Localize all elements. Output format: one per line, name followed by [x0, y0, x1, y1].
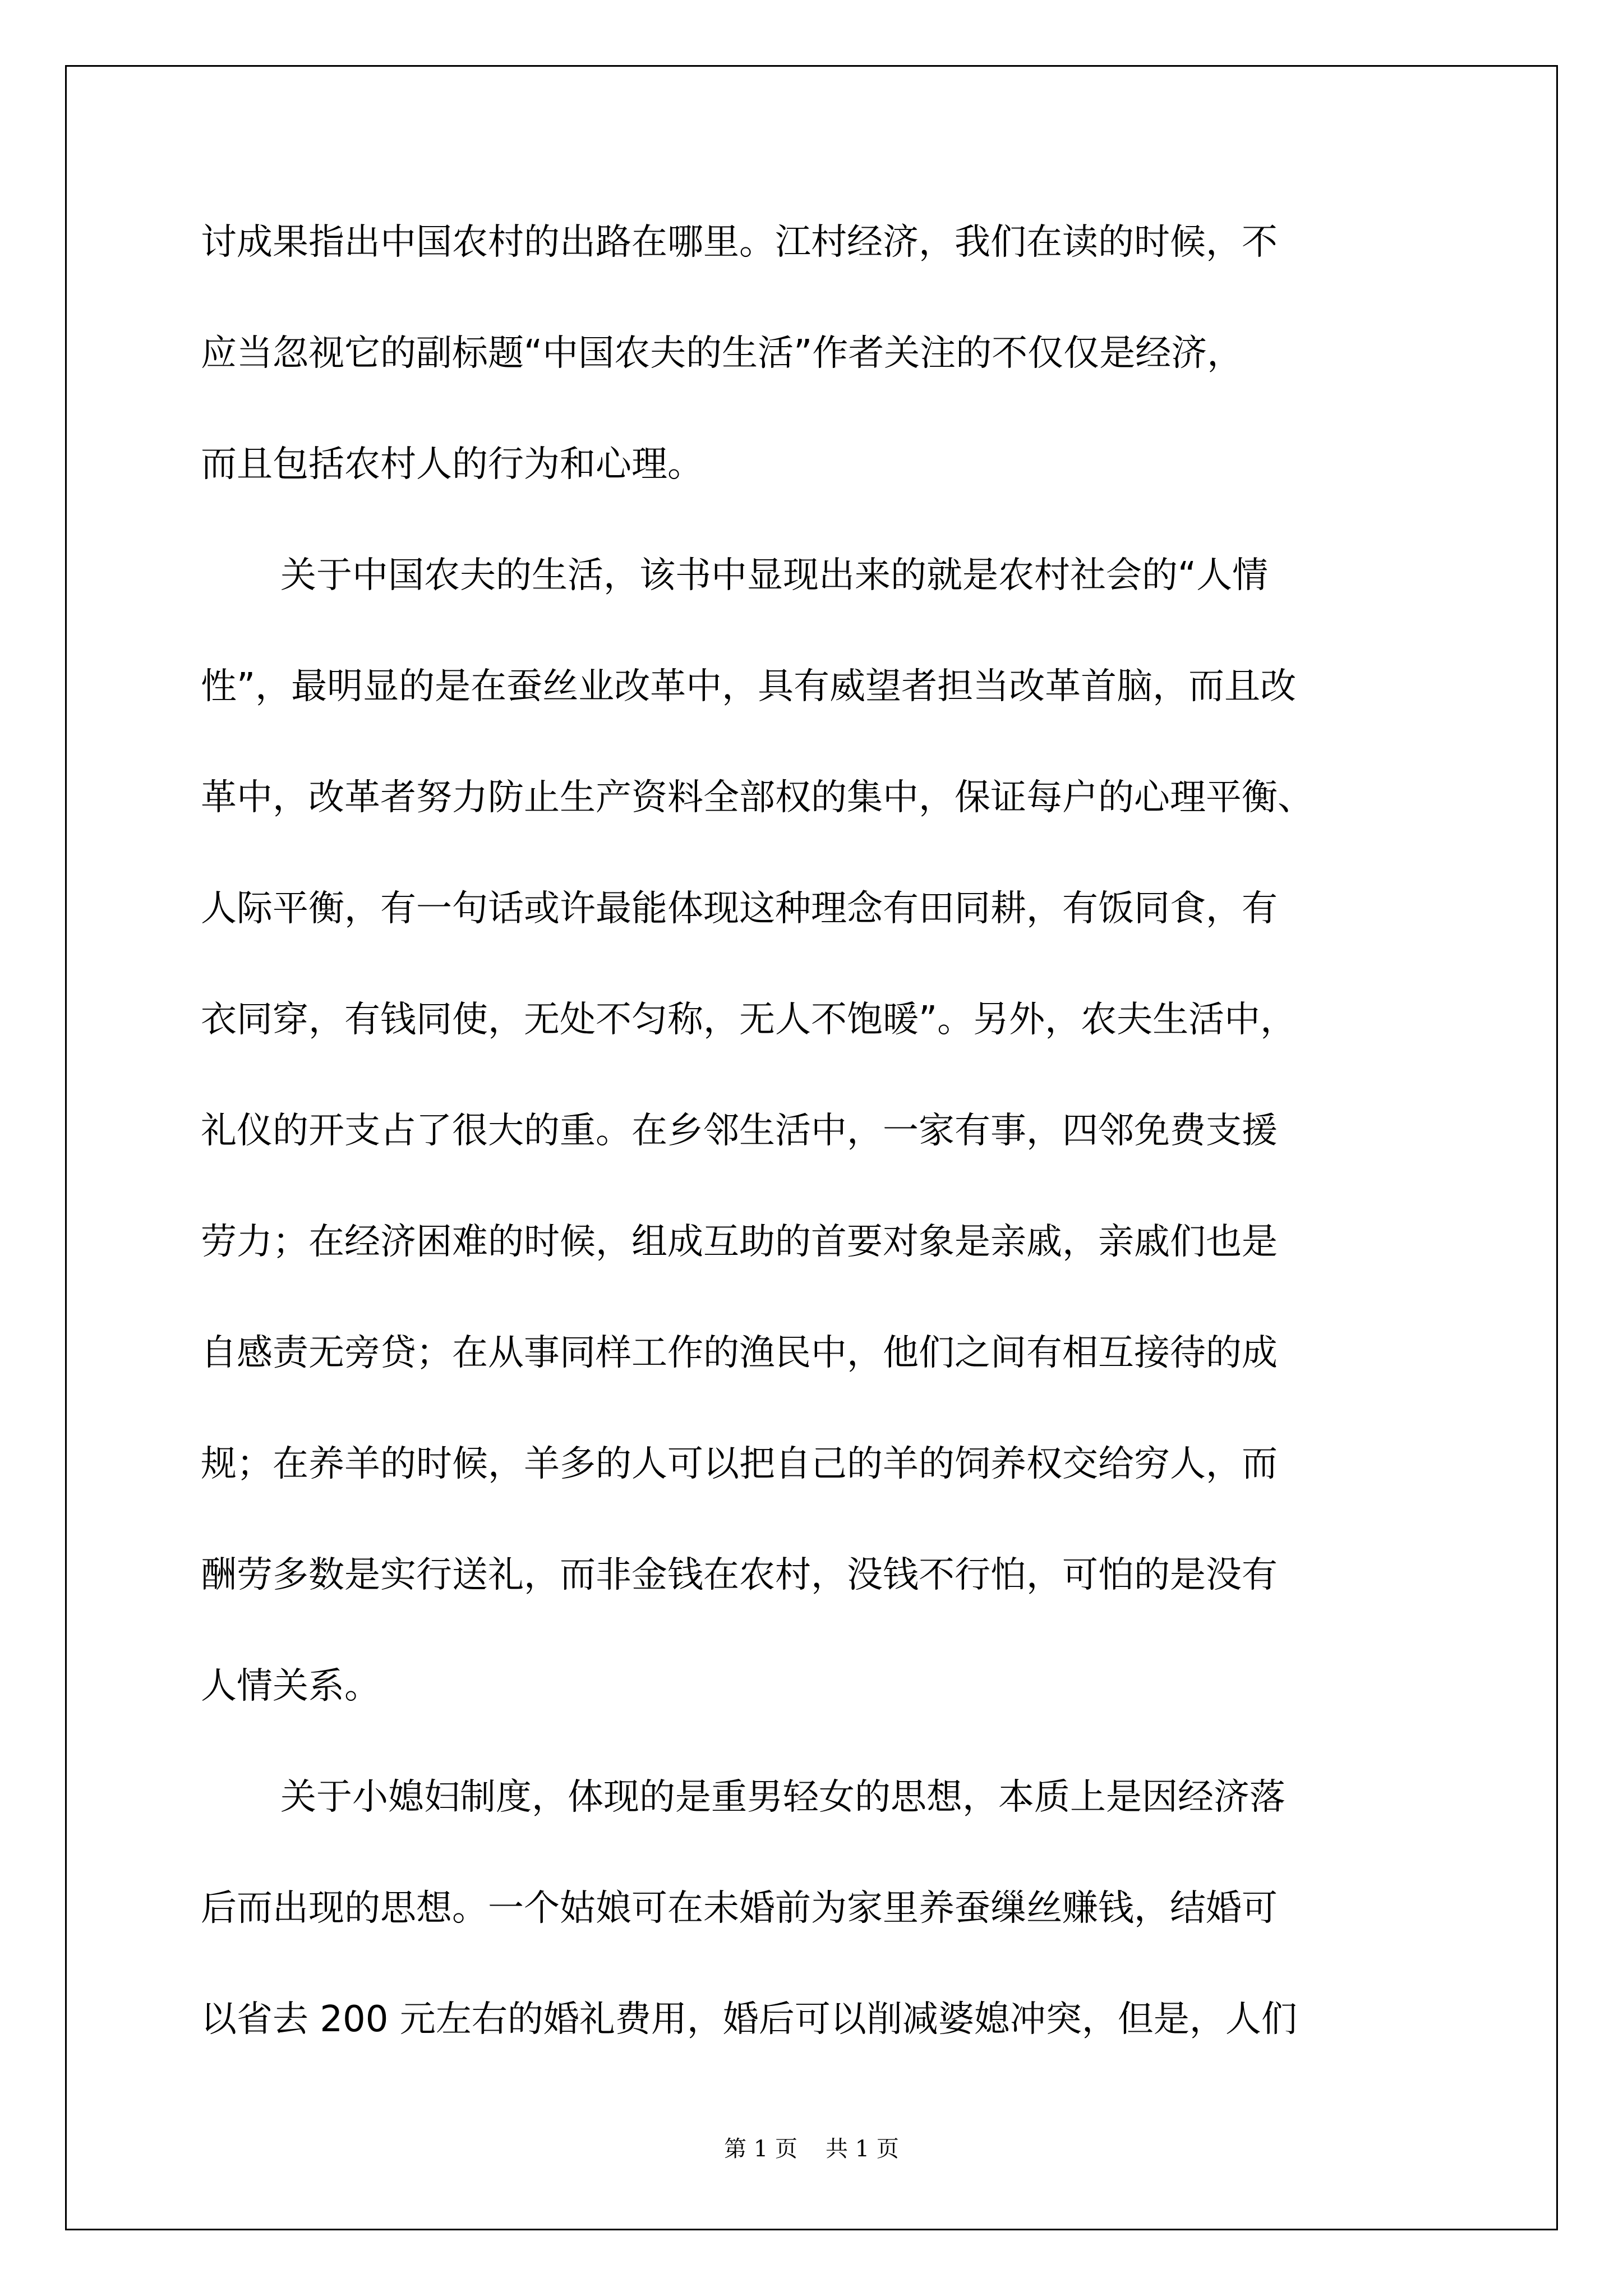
text-line: 而且包括农村人的行为和心理。 [201, 444, 703, 485]
page-number: 第 1 页 [724, 2136, 797, 2162]
text-line: 革中，改革者努力防止生产资料全部权的集中，保证每户的心理平衡、 [201, 777, 1313, 818]
text-line: 自感责无旁贷；在从事同样工作的渔民中，他们之间有相互接待的成 [201, 1332, 1278, 1374]
text-line: 性”，最明显的是在蚕丝业改革中，具有威望者担当改革首脑，而且改 [201, 666, 1297, 707]
text-line: 礼仪的开支占了很大的重。在乡邻生活中，一家有事，四邻免费支援 [201, 1110, 1278, 1152]
document-body [201, 214, 1432, 2102]
page-footer [0, 2135, 1623, 2163]
text-line: 人际平衡，有一句话或许最能体现这种理念有田同耕，有饭同食，有 [201, 888, 1278, 930]
text-line: 衣同穿，有钱同使，无处不匀称，无人不饱暖”。另外，农夫生活中， [201, 999, 1297, 1041]
text-line: 讨成果指出中国农村的出路在哪里。江村经济，我们在读的时候，不 [201, 222, 1278, 263]
text-line: 劳力；在经济困难的时候，组成互助的首要对象是亲戚，亲戚们也是 [201, 1221, 1278, 1263]
text-line: 人情关系。 [201, 1665, 380, 1707]
text-line: 酬劳多数是实行送礼，而非金钱在农村，没钱不行怕，可怕的是没有 [201, 1554, 1278, 1596]
text-line: 以省去 200 元左右的婚礼费用，婚后可以削减婆媳冲突，但是，人们 [201, 1999, 1297, 2040]
page-total: 共 1 页 [826, 2136, 899, 2162]
paragraph-start-line: 关于中国农夫的生活，该书中显现出来的就是农村社会的“人情 [280, 555, 1269, 596]
text-line: 规；在养羊的时候，羊多的人可以把自己的羊的饲养权交给穷人，而 [201, 1443, 1278, 1485]
paragraph-start-line: 关于小媳妇制度，体现的是重男轻女的思想，本质上是因经济落 [280, 1777, 1285, 1818]
text-line: 应当忽视它的副标题“中国农夫的生活”作者关注的不仅仅是经济， [201, 333, 1243, 374]
text-line: 后而出现的思想。一个姑娘可在未婚前为家里养蚕缫丝赚钱，结婚可 [201, 1888, 1278, 1929]
